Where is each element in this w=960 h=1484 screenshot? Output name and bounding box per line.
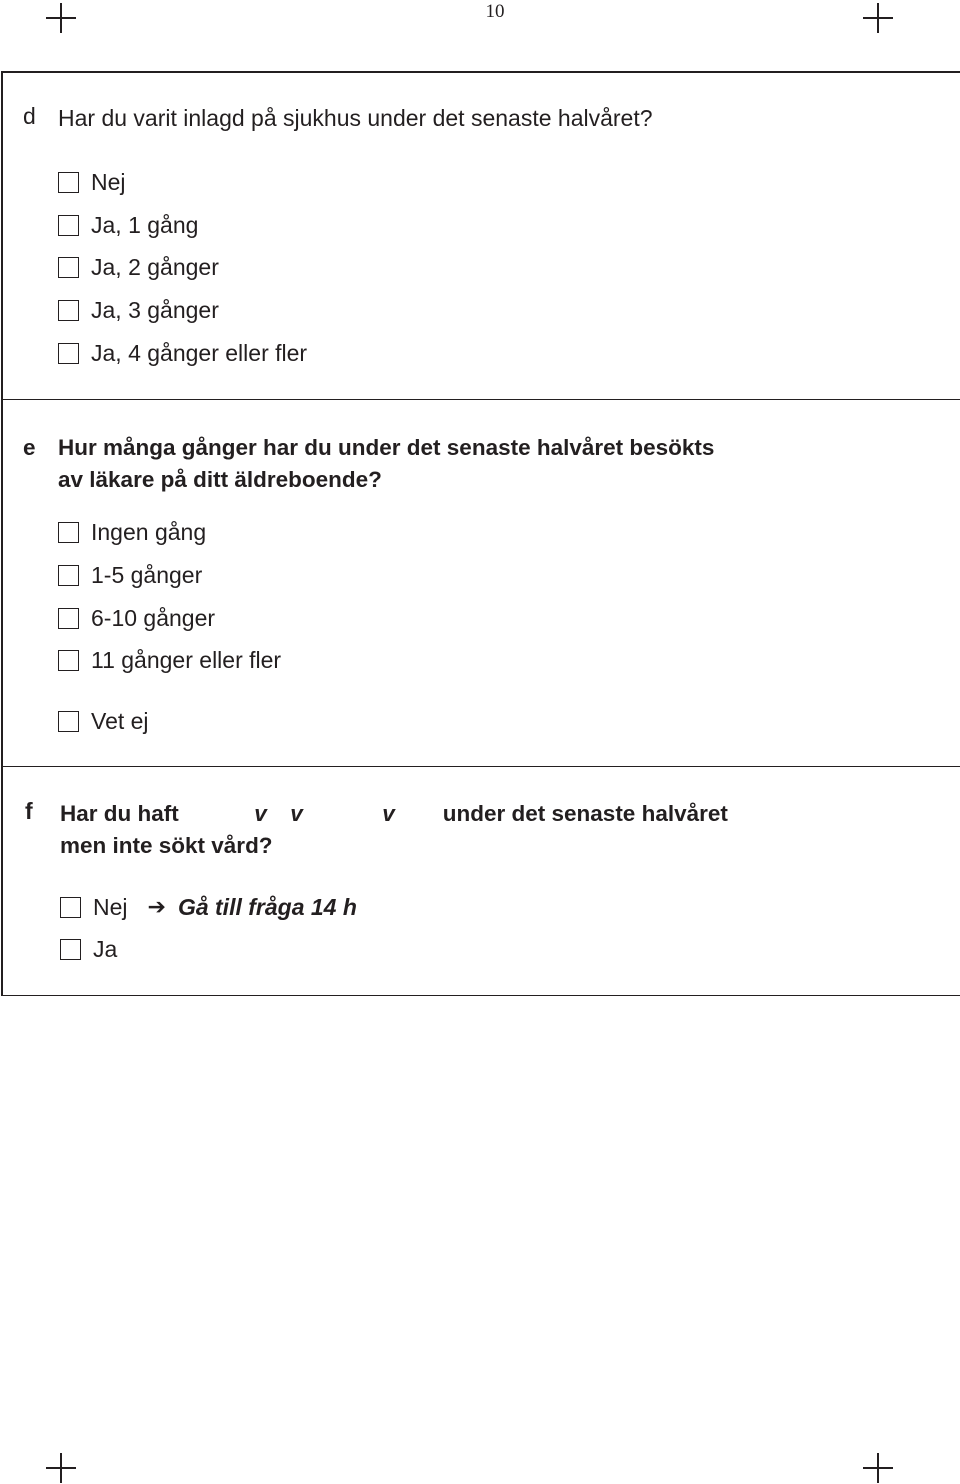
questionnaire-box [1, 71, 960, 996]
checkbox[interactable] [58, 650, 79, 671]
option-vet-ej[interactable] [58, 708, 149, 734]
option-label: Nej [93, 893, 128, 920]
option-1-5-ganger[interactable] [58, 562, 202, 588]
checkbox[interactable] [58, 565, 79, 586]
arrow-right-icon: ➔ [147, 894, 166, 919]
question-line-2: men inte sökt vård? [60, 833, 273, 858]
checkbox[interactable] [58, 343, 79, 364]
checkbox[interactable] [60, 897, 81, 918]
question-v-2: v [290, 801, 303, 826]
option-ingen-gang[interactable] [58, 519, 206, 545]
checkbox[interactable] [58, 608, 79, 629]
option-label: Ja [93, 935, 118, 962]
option-label: Ja, 1 gång [91, 211, 199, 238]
option-ja[interactable] [60, 936, 117, 962]
question-part-2: under det senaste halvåret [442, 801, 728, 826]
option-label: Vet ej [91, 707, 149, 734]
option-label: Ingen gång [91, 518, 207, 545]
option-label: Nej [91, 168, 126, 195]
skip-instruction: Gå till fråga 14 h [177, 893, 357, 920]
option-ja-2-ganger[interactable] [58, 254, 219, 280]
option-label: 1-5 gånger [91, 561, 203, 588]
question-part-1: Har du haft [60, 801, 179, 826]
option-6-10-ganger[interactable] [58, 605, 215, 631]
checkbox[interactable] [58, 257, 79, 278]
question-text: Har du varit inlagd på sjukhus under det senaste halvåret? [58, 105, 653, 131]
option-nej[interactable] [60, 894, 357, 920]
checkbox[interactable] [58, 711, 79, 732]
crop-mark-bottom-left [46, 1453, 76, 1483]
question-letter: e [23, 435, 36, 460]
crop-mark-top-right [863, 3, 893, 33]
checkbox[interactable] [58, 300, 79, 321]
option-ja-1-gang[interactable] [58, 212, 198, 238]
option-11-ganger-eller-fler[interactable] [58, 647, 281, 673]
option-label: Ja, 3 gånger [91, 296, 219, 323]
question-line-1 [60, 798, 728, 830]
crop-mark-top-left [46, 3, 76, 33]
checkbox[interactable] [58, 215, 79, 236]
crop-mark-bottom-right [863, 1453, 893, 1483]
option-ja-4-ganger-eller-fler[interactable] [58, 340, 307, 366]
question-d [3, 73, 960, 399]
question-v-1: v [254, 801, 267, 826]
question-f [3, 766, 960, 995]
question-v-3: v [382, 801, 395, 826]
checkbox[interactable] [58, 522, 79, 543]
checkbox[interactable] [60, 939, 81, 960]
question-line-2: av läkare på ditt äldreboende? [58, 467, 382, 492]
option-label: 11 gånger eller fler [91, 646, 282, 673]
question-letter: f [25, 798, 33, 824]
page-number: 10 [485, 1, 505, 22]
option-label: 6-10 gånger [91, 604, 216, 631]
question-line-1: Hur många gånger har du under det senaste halvåret besökts [58, 435, 715, 460]
question-text [58, 432, 714, 496]
question-e [3, 399, 960, 767]
option-label: Ja, 4 gånger eller fler [91, 339, 308, 366]
question-text [60, 798, 728, 862]
option-nej[interactable] [58, 169, 126, 195]
question-letter: d [23, 103, 36, 129]
checkbox[interactable] [58, 172, 79, 193]
option-label: Ja, 2 gånger [91, 253, 219, 280]
option-ja-3-ganger[interactable] [58, 297, 219, 323]
